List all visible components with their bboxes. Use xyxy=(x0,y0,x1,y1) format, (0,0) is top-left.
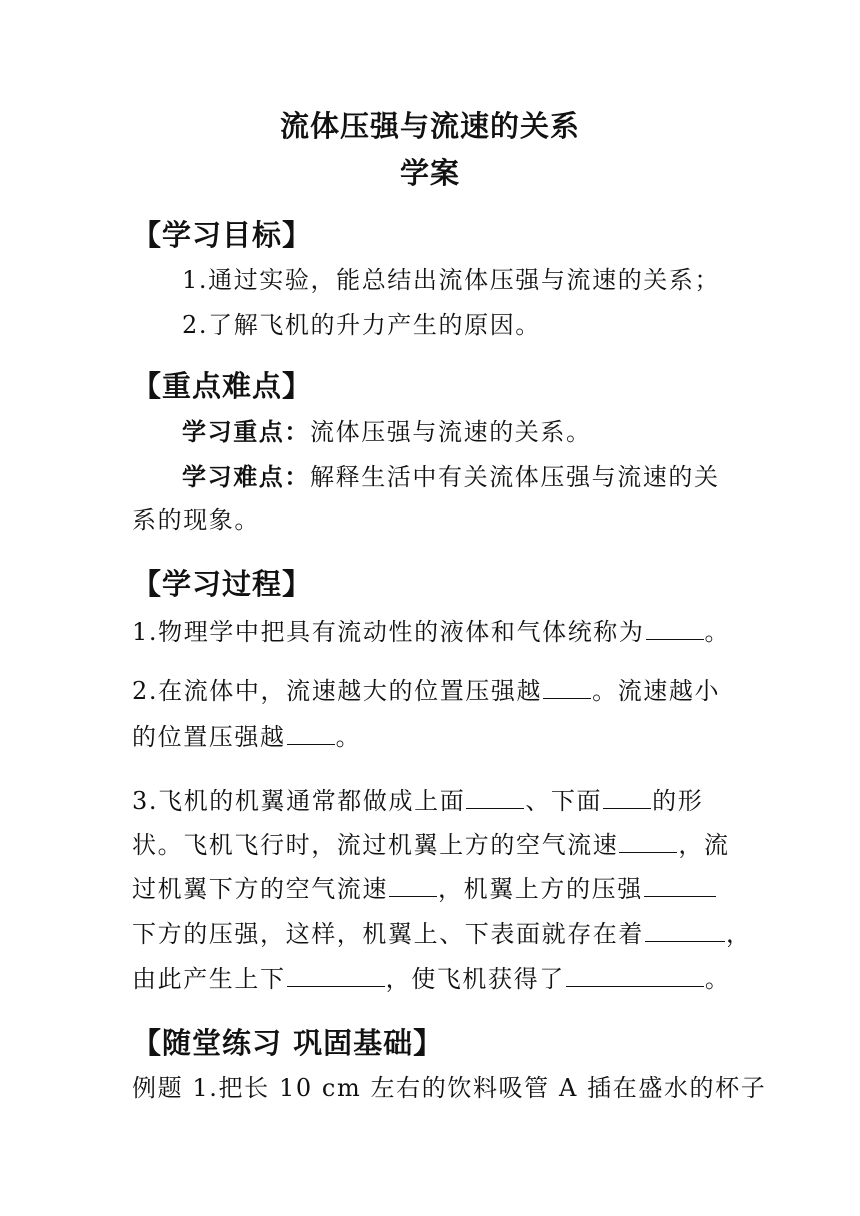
objective-item: 1.通过实验，能总结出流体压强与流速的关系； xyxy=(182,266,721,294)
question-3-line-4 xyxy=(132,919,752,949)
answer-blank[interactable] xyxy=(389,874,437,897)
process-heading: 【学习过程】 xyxy=(132,567,313,601)
answer-blank[interactable] xyxy=(603,786,651,809)
question-3-text: 由此产生上下 xyxy=(132,965,286,993)
page-title: 流体压强与流速的关系 xyxy=(279,109,580,143)
question-3-text: 的形 xyxy=(652,787,704,815)
question-3-line-2 xyxy=(132,830,732,860)
question-2-text: 。流速越小 xyxy=(592,677,721,705)
question-3-text: 3.飞机的机翼通常都做成上面 xyxy=(132,787,466,815)
difficulty-line xyxy=(182,462,732,492)
question-3-text: 状。飞机飞行时，流过机翼上方的空气流速 xyxy=(132,831,619,859)
objective-item: 2.了解飞机的升力产生的原因。 xyxy=(182,311,541,339)
answer-blank[interactable] xyxy=(287,722,335,745)
question-1-end: 。 xyxy=(704,618,731,646)
key-points-heading: 【重点难点】 xyxy=(132,369,313,403)
question-3-line-5 xyxy=(132,964,732,994)
question-2-line-1 xyxy=(132,676,732,706)
focus-line xyxy=(182,417,732,447)
question-3-text: ，机翼上方的压强 xyxy=(438,875,643,903)
focus-label: 学习重点： xyxy=(182,418,310,446)
question-3-line-1 xyxy=(132,786,732,816)
question-2-text: 的位置压强越 xyxy=(132,723,286,751)
question-3-text: ，流 xyxy=(678,831,730,859)
question-2-text: 2.在流体中，流速越大的位置压强越 xyxy=(132,677,543,705)
question-1-text: 1.物理学中把具有流动性的液体和气体统称为 xyxy=(132,618,645,646)
question-3-line-3 xyxy=(132,874,732,904)
answer-blank[interactable] xyxy=(543,676,591,699)
answer-blank[interactable] xyxy=(466,786,524,809)
answer-blank[interactable] xyxy=(644,874,716,897)
example-1: 例题 1.把长 10 cm 左右的饮料吸管 A 插在盛水的杯子 xyxy=(132,1074,767,1102)
answer-blank[interactable] xyxy=(619,830,677,853)
question-3-text: ， xyxy=(726,920,752,948)
question-3-text: 下方的压强，这样，机翼上、下表面就存在着 xyxy=(132,920,644,948)
focus-text: 流体压强与流速的关系。 xyxy=(310,418,592,446)
page-subtitle: 学案 xyxy=(399,156,460,190)
answer-blank[interactable] xyxy=(566,964,704,987)
objectives-heading: 【学习目标】 xyxy=(132,218,313,252)
question-2-text: 。 xyxy=(335,723,362,751)
difficulty-line-cont: 系的现象。 xyxy=(132,506,260,534)
difficulty-text: 解释生活中有关流体压强与流速的关 xyxy=(310,463,720,491)
question-3-text: 。 xyxy=(704,965,731,993)
practice-heading: 【随堂练习 巩固基础】 xyxy=(132,1026,444,1060)
question-1 xyxy=(132,617,732,647)
difficulty-label: 学习难点： xyxy=(182,463,310,491)
answer-blank[interactable] xyxy=(287,964,385,987)
answer-blank[interactable] xyxy=(645,919,725,942)
question-2-line-2 xyxy=(132,722,732,752)
question-3-text: ，使飞机获得了 xyxy=(385,965,565,993)
answer-blank[interactable] xyxy=(646,617,704,640)
question-3-text: 、下面 xyxy=(525,787,603,815)
question-3-text: 过机翼下方的空气流速 xyxy=(132,875,388,903)
